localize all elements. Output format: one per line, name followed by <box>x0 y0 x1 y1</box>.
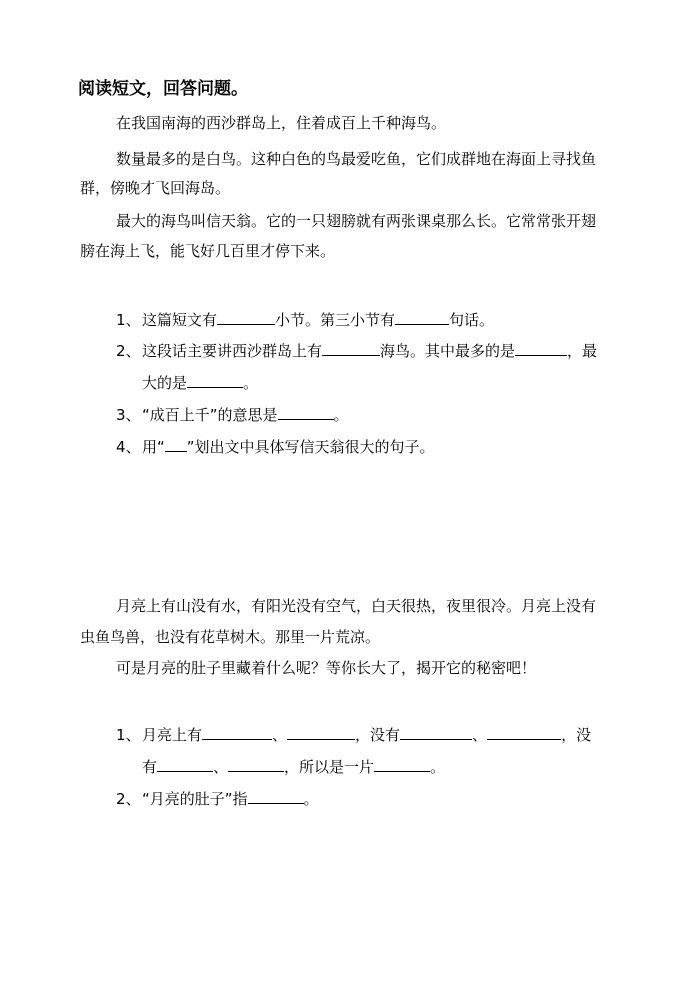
question-number: 2、 <box>116 790 141 808</box>
answer-blank[interactable] <box>400 725 472 740</box>
question-text: 这段话主要讲西沙群岛上有 <box>142 342 323 360</box>
question-text: “月亮的肚子”指 <box>142 790 248 808</box>
answer-blank[interactable] <box>395 310 449 325</box>
question-text: 大的是 <box>142 374 188 392</box>
passage1-question-2-cont <box>142 373 258 393</box>
answer-blank[interactable] <box>157 757 213 772</box>
question-text: 月亮上有 <box>142 726 203 744</box>
answer-blank[interactable] <box>217 310 275 325</box>
question-text: ”划出文中具体写信天翁很大的句子。 <box>186 438 435 456</box>
question-text: 、 <box>472 726 488 744</box>
question-number: 3、 <box>116 406 141 424</box>
passage1-para2-line1: 数量最多的是白鸟。这种白色的鸟最爱吃鱼，它们成群地在海面上寻找鱼 <box>116 150 597 168</box>
passage2-question-1 <box>116 725 591 745</box>
passage1-para2-line2: 群，傍晚才飞回海岛。 <box>80 179 231 197</box>
answer-blank[interactable] <box>322 341 380 356</box>
passage1-question-1 <box>116 310 494 330</box>
question-text: 、 <box>272 726 288 744</box>
question-text: 句话。 <box>449 311 495 329</box>
answer-blank[interactable] <box>202 725 272 740</box>
question-text: 这篇短文有 <box>142 311 218 329</box>
question-text: 。 <box>303 790 319 808</box>
passage2-para1-line2: 虫鱼鸟兽，也没有花草树木。那里一片荒凉。 <box>80 628 381 646</box>
question-text: 小节。第三小节有 <box>275 311 396 329</box>
question-number: 1、 <box>116 311 141 329</box>
question-text: 。 <box>333 406 349 424</box>
passage2-question-1-cont <box>142 757 445 777</box>
passage2-para2: 可是月亮的肚子里藏着什么呢？等你长大了，揭开它的秘密吧！ <box>116 659 537 677</box>
question-text: ，没 <box>561 726 592 744</box>
passage1-question-3 <box>116 405 349 425</box>
passage2-para1-line1: 月亮上有山没有水，有阳光没有空气，白天很热，夜里很冷。月亮上没有 <box>116 597 597 615</box>
answer-blank[interactable] <box>515 341 567 356</box>
answer-blank[interactable] <box>248 789 304 804</box>
passage1-para1: 在我国南海的西沙群岛上，住着成百上千种海鸟。 <box>116 114 447 132</box>
answer-blank[interactable] <box>278 405 334 420</box>
question-text: ，最 <box>567 342 598 360</box>
question-text: ，没有 <box>355 726 401 744</box>
question-text: ，所以是一片 <box>284 758 375 776</box>
question-number: 4、 <box>116 438 141 456</box>
question-text: “成百上千”的意思是 <box>142 406 278 424</box>
question-number: 1、 <box>116 726 141 744</box>
passage1-question-2 <box>116 341 597 361</box>
question-text: 。 <box>430 758 446 776</box>
passage1-para3-line2: 膀在海上飞，能飞好几百里才停下来。 <box>80 242 336 260</box>
passage2-question-2 <box>116 789 319 809</box>
question-text: 用“ <box>142 438 165 456</box>
passage1-question-4 <box>116 437 435 457</box>
question-text: 有 <box>142 758 158 776</box>
answer-blank[interactable] <box>228 757 284 772</box>
question-text: 。 <box>243 374 259 392</box>
answer-blank[interactable] <box>374 757 430 772</box>
passage1-heading: 阅读短文，回答问题。 <box>78 79 248 99</box>
answer-blank[interactable] <box>487 725 561 740</box>
question-text: 海鸟。其中最多的是 <box>380 342 516 360</box>
passage1-para3-line1: 最大的海鸟叫信天翁。它的一只翅膀就有两张课桌那么长。它常常张开翅 <box>116 212 597 230</box>
answer-blank[interactable] <box>187 373 243 388</box>
underline-sample <box>165 437 187 452</box>
question-number: 2、 <box>116 342 141 360</box>
question-text: 、 <box>213 758 229 776</box>
answer-blank[interactable] <box>287 725 355 740</box>
